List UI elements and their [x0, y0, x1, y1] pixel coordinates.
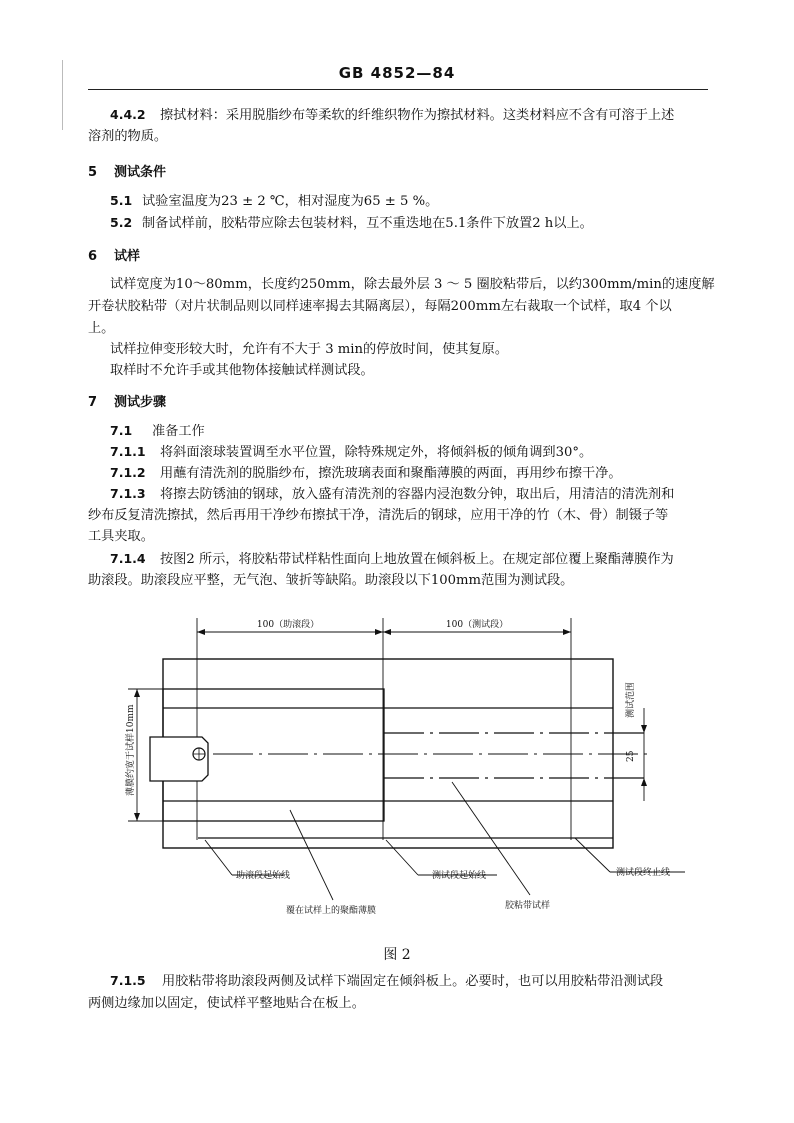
dim-label-rolling-section: 100（助滚段） [256, 620, 320, 630]
section-number: 7 [88, 395, 98, 410]
section-6-para1-line1: 试样宽度为10～80mm，长度约250mm，除去最外层 3 ～ 5 圈胶粘带后，以约300mm/min的速度解 [110, 277, 715, 292]
label-test-start-line: 测试段起始线 [432, 871, 487, 881]
clause-text: 将斜面滚球装置调至水平位置，除特殊规定外，将倾斜板的倾角调到30°。 [160, 445, 593, 460]
clause-text: 准备工作 [152, 424, 205, 439]
clause-number: 7.1.5 [110, 973, 146, 988]
section-6-para3: 取样时不允许手或其他物体接触试样测试段。 [110, 363, 374, 378]
clause-text: 用蘸有清洗剂的脱脂纱布，擦洗玻璃表面和聚酯薄膜的两面，再用纱布擦干净。 [160, 466, 622, 481]
clause-text-line1: 将擦去防锈油的钢球，放入盛有清洗剂的容器内浸泡数分钟，取出后，用清洁的清洗剂和 [160, 487, 675, 502]
clause-4-4-2-line2: 溶剂的物质。 [88, 129, 168, 144]
clause-number: 7.1.1 [110, 444, 146, 459]
clause-4-4-2 [110, 104, 674, 126]
dim-25-label: 25 [626, 750, 636, 762]
leader-d [290, 810, 333, 900]
section-title: 测试条件 [114, 165, 167, 180]
clause-text-line1: 擦拭材料：采用脱脂纱布等柔软的纤维织物作为擦拭材料。这类材料应不含有可溶于上述 [160, 108, 675, 123]
clause-5-1 [110, 190, 438, 212]
clause-7-1-1 [110, 441, 592, 463]
section-number: 6 [88, 249, 98, 264]
section-title: 试样 [114, 249, 141, 264]
leader-b [386, 840, 418, 875]
clause-text: 试验室温度为23 ± 2 ℃，相对湿度为65 ± 5 %。 [142, 194, 439, 209]
clause-7-1-5 [110, 970, 663, 992]
clause-number: 7.1.2 [110, 465, 146, 480]
label-polyester-film: 覆在试样上的聚酯薄膜 [286, 906, 377, 916]
clause-number: 7.1.4 [110, 551, 146, 566]
clause-number: 7.1.3 [110, 486, 146, 501]
section-title: 测试步骤 [114, 395, 167, 410]
clause-text-line1: 按图2 所示，将胶粘带试样粘性面向上地放置在倾斜板上。在规定部位覆上聚酯薄膜作为 [160, 552, 674, 567]
clause-number: 5.2 [110, 215, 133, 230]
label-test-end-line: 测试段终止线 [616, 868, 671, 878]
right-vertical-label: 测试范围 [626, 681, 636, 718]
section-6-para2: 试样拉伸变形较大时，允许有不大于 3 min的停放时间，使其复原。 [110, 342, 509, 357]
clause-number: 7.1 [110, 423, 133, 438]
section-6-para1-line3: 上。 [88, 321, 115, 336]
clause-7-1 [110, 420, 205, 442]
left-vertical-label: 薄膜约宽于试样10mm [126, 704, 136, 796]
clause-7-1-3-line2: 纱布反复清洗擦拭，然后再用干净纱布擦拭干净，清洗后的钢球，应用干净的竹（木、骨）制镊子等 [88, 508, 669, 523]
dim-label-test-section: 100（测试段） [445, 620, 509, 630]
clause-number: 4.4.2 [110, 107, 146, 122]
clause-7-1-4 [110, 548, 674, 570]
section-7-heading [88, 392, 166, 413]
section-5-heading [88, 162, 166, 183]
clause-7-1-3 [110, 483, 674, 505]
clause-number: 5.1 [110, 193, 133, 208]
header-rule [88, 89, 708, 90]
figure-2-diagram [0, 600, 794, 930]
standard-number-header: GB 4852—84 [338, 64, 456, 82]
label-rolling-start-line: 助滚段起始线 [236, 871, 291, 881]
leader-c [575, 838, 610, 872]
section-number: 5 [88, 165, 98, 180]
clause-text-line1: 用胶粘带将助滚段两侧及试样下端固定在倾斜板上。必要时，也可以用胶粘带沿测试段 [162, 974, 664, 989]
figure-caption: 图 2 [383, 947, 411, 963]
clause-7-1-5-line2: 两侧边缘加以固定，使试样平整地贴合在板上。 [88, 996, 365, 1011]
clause-7-1-4-line2: 助滚段。助滚段应平整，无气泡、皱折等缺陷。助滚段以下100mm范围为测试段。 [88, 573, 574, 588]
section-6-heading [88, 246, 140, 267]
leader-a [205, 840, 232, 875]
clause-5-2 [110, 212, 593, 234]
clause-7-1-3-line3: 工具夹取。 [88, 529, 154, 544]
section-6-para1-line2: 开卷状胶粘带（对片状制品则以同样速率揭去其隔离层），每隔200mm左右裁取一个试样，取4 个以 [88, 299, 672, 314]
clause-7-1-2 [110, 462, 622, 484]
inclined-plate-outline [163, 659, 613, 848]
label-tape-sample: 胶粘带试样 [505, 901, 551, 911]
clause-text: 制备试样前，胶粘带应除去包装材料，互不重迭地在5.1条件下放置2 h以上。 [142, 216, 593, 231]
